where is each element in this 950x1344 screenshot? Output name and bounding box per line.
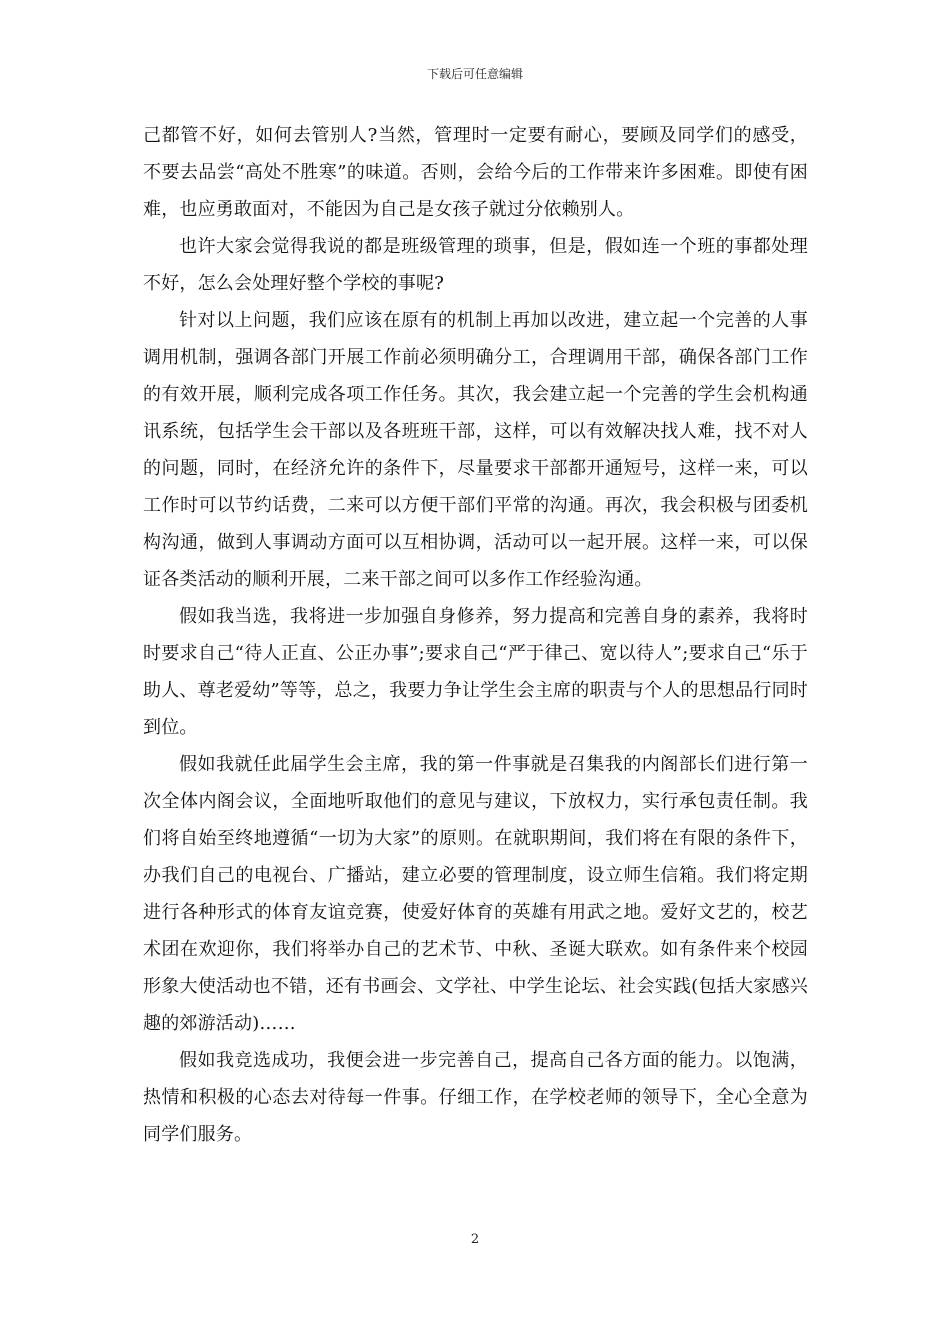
paragraph-5: 假如我就任此届学生会主席，我的第一件事就是召集我的内阁部长们进行第一次全体内阁会议，全面地听取他们的意见与建议，下放权力，实行承包责任制。我们将自始至终地遵循“一切为大家”的原则。在就职期间，我们将在有限的条件下，办我们自己的电视台、广播站，建立必要的管理制度，设立师生信箱。我们将定期进行各种形式的体育友谊竞赛，使爱好体育的英雄有用武之地。爱好文艺的，校艺术团在欢迎你，我们将举办自己的艺术节、中秋、圣诞大联欢。如有条件来个校园形象大使活动也不错，还有书画会、文学社、中学生论坛、社会实践(包括大家感兴趣的郊游活动)…… [143,754,808,1034]
paragraph-3: 针对以上问题，我们应该在原有的机制上再加以改进，建立起一个完善的人事调用机制，强调各部门开展工作前必须明确分工，合理调用干部，确保各部门工作的有效开展，顺利完成各项工作任务。其次，我会建立起一个完善的学生会机构通讯系统，包括学生会干部以及各班班干部，这样，可以有效解决找人难，找不对人的问题，同时，在经济允许的条件下，尽量要求干部都开通短号，这样一来，可以工作时可以节约话费，二来可以方便干部们平常的沟通。再次，我会积极与团委机构沟通，做到人事调动方面可以互相协调，活动可以一起开展。这样一来，可以保证各类活动的顺利开展，二来干部之间可以多作工作经验沟通。 [143,310,808,590]
paragraph-6: 假如我竞选成功，我便会进一步完善自己，提高自己各方面的能力。以饱满，热情和积极的心态去对待每一件事。仔细工作，在学校老师的领导下，全心全意为同学们服务。 [143,1050,808,1145]
page-header: 下载后可任意编辑 [426,67,523,81]
page-number: 2 [470,1232,480,1247]
paragraph-1: 己都管不好，如何去管别人?当然，管理时一定要有耐心，要顾及同学们的感受，不要去品尝“高处不胜寒”的味道。否则，会给今后的工作带来许多困难。即使有困难，也应勇敢面对，不能因为自己是女孩子就过分依赖别人。 [143,125,808,220]
document-body [143,117,808,1153]
paragraph-2: 也许大家会觉得我说的都是班级管理的琐事，但是，假如连一个班的事都处理不好，怎么会处理好整个学校的事呢? [143,236,808,294]
paragraph-4: 假如我当选，我将进一步加强自身修养，努力提高和完善自身的素养，我将时时要求自己“待人正直、公正办事”;要求自己“严于律己、宽以待人”;要求自己“乐于助人、尊老爱幼”等等，总之，我要力争让学生会主席的职责与个人的思想品行同时到位。 [143,606,808,738]
